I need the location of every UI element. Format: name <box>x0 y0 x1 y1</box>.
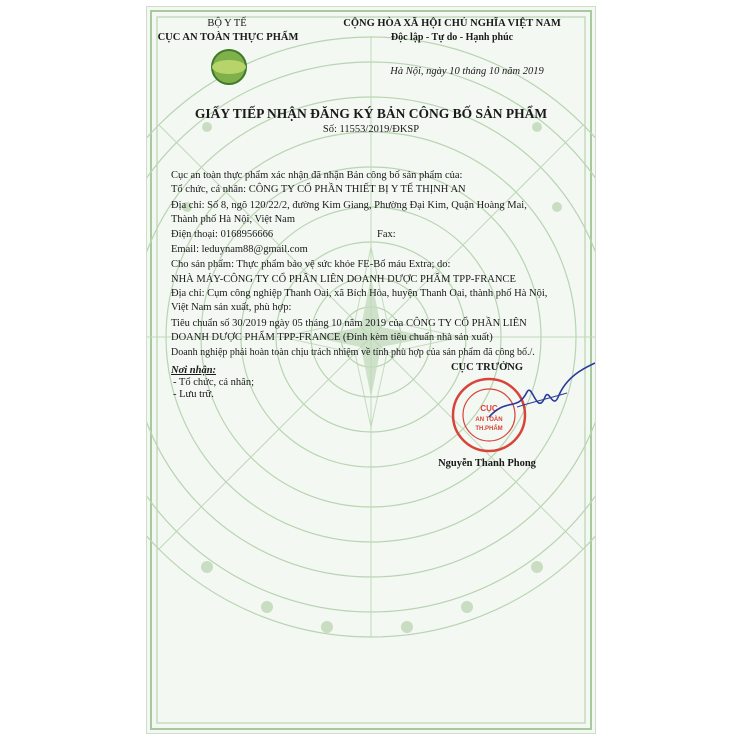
body-fax: Fax: <box>377 229 396 240</box>
signer-position: CỤC TRƯỞNG <box>450 362 524 373</box>
national-motto: Độc lập - Tự do - Hạnh phúc <box>390 32 514 43</box>
body-line-12: DOANH DƯỢC PHẨM TPP-FRANCE (Đính kèm tiêu chuẩn nhà sản xuất) <box>171 332 493 343</box>
handwritten-signature <box>487 357 596 427</box>
vfa-logo <box>209 47 249 87</box>
recipient-item: - Tổ chức, cá nhân; <box>173 377 255 388</box>
body-line-11: Tiêu chuẩn số 30/2019 ngày 05 tháng 10 năm 2019 của CÔNG TY CỔ PHẦN LIÊN <box>171 318 527 329</box>
certificate-document <box>146 6 596 734</box>
body-line-4: Thành phố Hà Nội, Việt Nam <box>171 214 295 225</box>
svg-text:AN TOÀN: AN TOÀN <box>475 417 503 423</box>
svg-text:CỤC: CỤC <box>480 404 498 413</box>
body-line-9: Địa chỉ: Cụm công nghiệp Thanh Oai, xã Bích Hòa, huyện Thanh Oai, thành phố Hà Nội, <box>171 288 548 299</box>
recipients-heading: Nơi nhận: <box>171 365 217 376</box>
document-number: Số: 11553/2019/ĐKSP <box>322 124 420 135</box>
body-line-13: Doanh nghiệp phải hoàn toàn chịu trách nhiệm về tính phù hợp của sản phẩm đã công bố./. <box>171 347 535 358</box>
signer-name: Nguyễn Thanh Phong <box>438 458 536 469</box>
republic-name: CỘNG HÒA XÃ HỘI CHỦ NGHĨA VIỆT NAM <box>343 18 561 29</box>
ministry-name: BỘ Y TẾ <box>207 18 247 29</box>
body-line-10: Việt Nam sản xuất, phù hợp: <box>171 302 292 313</box>
body-line-2: Tổ chức, cá nhân: CÔNG TY CỔ PHẦN THIẾT BỊ Y TẾ THỊNH AN <box>171 184 466 195</box>
recipient-item: - Lưu trữ. <box>173 389 214 400</box>
body-line-3: Địa chỉ: Số 8, ngõ 120/22/2, đường Kim Giang, Phường Đại Kim, Quận Hoàng Mai, <box>171 200 527 211</box>
body-phone: Điện thoại: 0168956666 <box>171 229 274 240</box>
place-and-date: Hà Nội, ngày 10 tháng 10 năm 2019 <box>390 66 544 77</box>
body-line-7: Cho sản phẩm: Thực phẩm bảo vệ sức khỏe FE-Bổ máu Extra; do: <box>171 259 451 270</box>
body-line-8: NHÀ MÁY-CÔNG TY CỔ PHẦN LIÊN DOANH DƯỢC PHẨM TPP-FRANCE <box>171 274 516 285</box>
body-line-1: Cục an toàn thực phẩm xác nhận đã nhận Bản công bố sản phẩm của: <box>171 170 463 181</box>
svg-text:TH.PHẨM: TH.PHẨM <box>475 426 503 432</box>
department-name: CỤC AN TOÀN THỰC PHẨM <box>157 32 299 43</box>
body-email: Email: leduynam88@gmail.com <box>171 244 308 255</box>
document-title: GIẤY TIẾP NHẬN ĐĂNG KÝ BẢN CÔNG BỐ SẢN PHẨM <box>194 106 548 121</box>
